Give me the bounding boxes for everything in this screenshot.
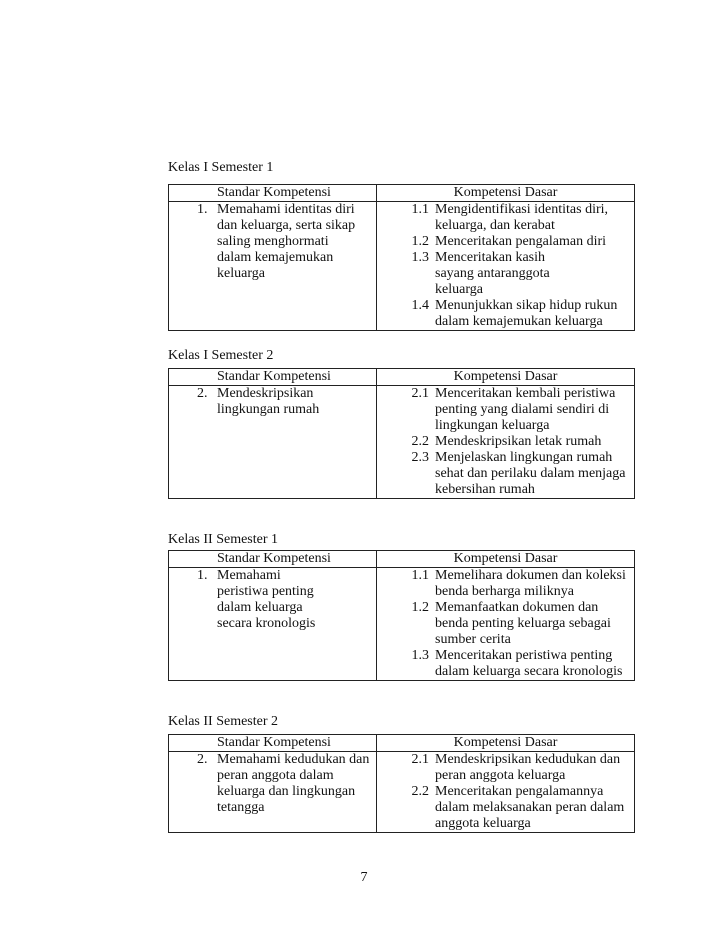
header-standar-kompetensi: Standar Kompetensi [169,551,377,568]
list-item: 2.2 Mendeskripsikan letak rumah [411,434,602,449]
kompetensi-dasar-cell [377,752,635,833]
list-item: 1.3 Menceritakan kasih sayang antaranggota keluarga [411,250,550,297]
section-title: Kelas II Semester 1 [168,532,279,547]
header-standar-kompetensi: Standar Kompetensi [169,369,377,386]
section-title: Kelas I Semester 1 [168,160,274,175]
list-item: 2.1 Menceritakan kembali peristiwa penting yang dialami sendiri di lingkungan keluarga [411,386,616,433]
list-item: 1.1 Memelihara dokumen dan koleksi benda berharga miliknya [411,568,626,599]
kompetensi-dasar-cell [377,568,635,681]
list-item: 1.2 Menceritakan pengalaman diri [411,234,607,249]
list-item: 1.2 Memanfaatkan dokumen dan benda penting keluarga sebagai sumber cerita [411,600,611,647]
competency-table [168,550,635,681]
standar-kompetensi-cell: 1. Memahami identitas diri dan keluarga, serta sikap saling menghormati dalam kemajemukan keluarga [169,202,377,331]
page-number: 7 [360,870,368,885]
list-item: 1.4 Menunjukkan sikap hidup rukun dalam kemajemukan keluarga [411,298,618,329]
header-kompetensi-dasar: Kompetensi Dasar [377,735,635,752]
list-item: 1.3 Menceritakan peristiwa penting dalam keluarga secara kronologis [411,648,623,679]
list-item: 2.2 Menceritakan pengalamannya dalam melaksanakan peran dalam anggota keluarga [411,784,625,831]
competency-table [168,734,635,833]
competency-table [168,184,635,331]
section-title: Kelas II Semester 2 [168,714,279,729]
header-kompetensi-dasar: Kompetensi Dasar [377,551,635,568]
kompetensi-dasar-cell [377,386,635,499]
standar-kompetensi-cell: 1. Memahami peristiwa penting dalam keluarga secara kronologis [169,568,377,681]
kompetensi-dasar-cell [377,202,635,331]
standar-kompetensi-cell: 2. Mendeskripsikan lingkungan rumah [169,386,377,499]
standar-kompetensi-cell: 2. Memahami kedudukan dan peran anggota dalam keluarga dan lingkungan tetangga [169,752,377,833]
list-item: 2.1 Mendeskripsikan kedudukan dan peran anggota keluarga [411,752,621,783]
header-standar-kompetensi: Standar Kompetensi [169,735,377,752]
header-kompetensi-dasar: Kompetensi Dasar [377,369,635,386]
list-item: 1.1 Mengidentifikasi identitas diri, keluarga, dan kerabat [411,202,609,233]
header-standar-kompetensi: Standar Kompetensi [169,185,377,202]
section-title: Kelas I Semester 2 [168,348,274,363]
list-item: 2.3 Menjelaskan lingkungan rumah sehat dan perilaku dalam menjaga kebersihan rumah [411,450,626,497]
competency-table [168,368,635,499]
header-kompetensi-dasar: Kompetensi Dasar [377,185,635,202]
